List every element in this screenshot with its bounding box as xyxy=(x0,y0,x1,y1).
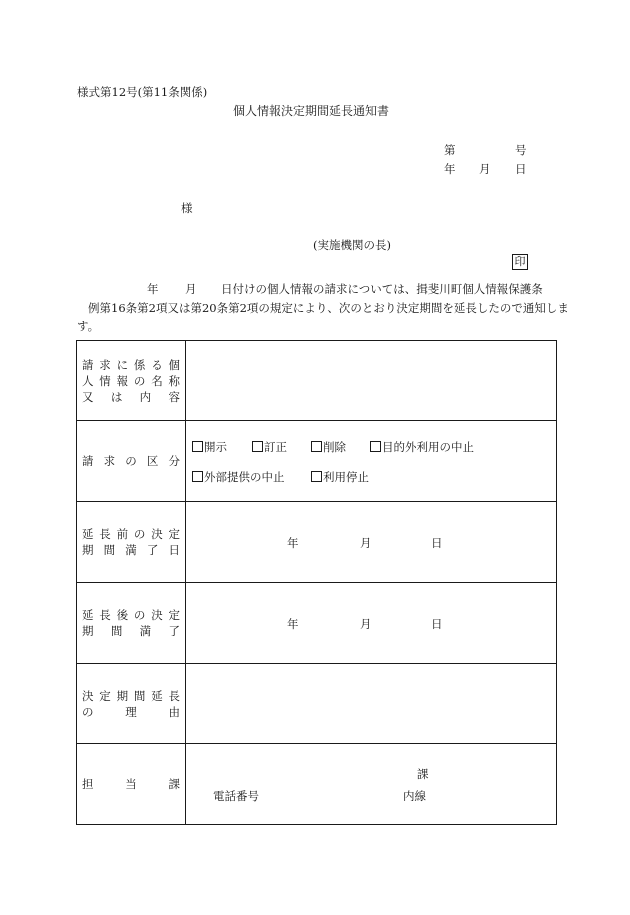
label-char: 延 xyxy=(151,688,163,703)
table-row-after-date xyxy=(77,583,557,664)
date-year-label: 年 xyxy=(287,617,299,631)
label-char: 容 xyxy=(168,389,180,404)
label-char: 長 xyxy=(99,608,111,622)
label-char: 延 xyxy=(82,608,94,622)
label-char: 間 xyxy=(110,624,123,638)
body-year: 年 xyxy=(147,282,159,296)
label-char: の xyxy=(82,704,94,719)
table-row-request-info xyxy=(77,341,557,421)
label-char: の xyxy=(125,454,137,468)
label-cell xyxy=(77,341,186,421)
body-text-line-2: 例第16条第2項又は第20条第2項の規定により、次のとおり決定期間を延長したので通知しま xyxy=(88,301,569,315)
issuer-title: (実施機関の長) xyxy=(313,238,391,252)
label-line xyxy=(82,704,180,720)
label-line xyxy=(82,623,180,639)
reason-field[interactable] xyxy=(186,664,557,744)
label-char: 間 xyxy=(133,688,146,703)
label-char: の xyxy=(133,373,146,388)
label-char: 由 xyxy=(168,704,180,719)
table-row-reason xyxy=(77,664,557,744)
label-char: 当 xyxy=(125,777,137,791)
after-date xyxy=(186,583,556,663)
label-char: 理 xyxy=(125,704,137,719)
label-char: の xyxy=(133,527,146,541)
label-char: 決 xyxy=(82,688,94,703)
label-char: 長 xyxy=(168,688,180,703)
phone-number-label: 電話番号 xyxy=(213,789,259,803)
label-char: 又 xyxy=(82,389,94,404)
label-char: 期 xyxy=(116,688,129,703)
label-char: 人 xyxy=(82,373,94,388)
table-row-before-date xyxy=(77,502,557,583)
label-char: 請 xyxy=(82,357,94,372)
label-line xyxy=(82,776,180,792)
label-char: 決 xyxy=(151,608,163,622)
label-char: に xyxy=(116,357,129,372)
label-char: 期 xyxy=(82,624,94,638)
seal-mark: 印 xyxy=(512,254,528,270)
request-type-option-label: 外部提供の中止 xyxy=(204,470,285,484)
contact-field[interactable] xyxy=(186,744,557,825)
extension-label: 内線 xyxy=(403,789,426,803)
label-char: る xyxy=(151,357,163,372)
request-type-option-label: 目的外利用の中止 xyxy=(382,440,474,454)
reason-label xyxy=(82,688,180,720)
label-line xyxy=(82,357,180,373)
request-info-field[interactable] xyxy=(186,341,557,421)
label-cell xyxy=(77,744,186,825)
request-type-option[interactable] xyxy=(370,439,474,455)
label-char: 分 xyxy=(168,454,180,468)
label-line xyxy=(82,688,180,704)
before-date xyxy=(186,502,556,582)
date-month-label: 月 xyxy=(360,536,372,550)
label-cell xyxy=(77,583,186,664)
request-type-option-label: 利用停止 xyxy=(323,470,369,484)
label-char: 長 xyxy=(99,527,111,541)
label-line xyxy=(82,389,180,405)
label-char: 決 xyxy=(151,527,163,541)
label-char: 了 xyxy=(146,543,159,557)
document-number-prefix: 第 xyxy=(444,143,456,157)
label-char: 情 xyxy=(99,373,111,388)
label-cell xyxy=(77,421,186,502)
label-char: 求 xyxy=(103,454,116,468)
label-char: 後 xyxy=(116,608,129,622)
issue-date-day: 日 xyxy=(515,162,527,176)
checkbox-icon[interactable] xyxy=(370,441,381,452)
label-cell xyxy=(77,502,186,583)
request-type-options xyxy=(186,421,556,501)
label-char: 係 xyxy=(133,357,146,372)
before-extension-label xyxy=(82,526,180,558)
label-char: は xyxy=(110,389,123,404)
label-line xyxy=(82,607,180,623)
label-char: 求 xyxy=(99,357,111,372)
notice-table xyxy=(76,340,557,825)
request-type-option[interactable] xyxy=(311,469,369,485)
label-char: 称 xyxy=(168,373,180,388)
label-char: 区 xyxy=(146,454,159,468)
label-char: 定 xyxy=(99,688,111,703)
label-line xyxy=(82,373,180,389)
label-char: 請 xyxy=(82,454,94,468)
label-char: 担 xyxy=(82,777,94,791)
contact-section-label xyxy=(82,776,180,792)
contact-info xyxy=(186,744,556,824)
checkbox-icon[interactable] xyxy=(311,441,322,452)
table-row-contact xyxy=(77,744,557,825)
label-line xyxy=(82,526,180,542)
checkbox-icon[interactable] xyxy=(311,471,322,482)
body-month: 月 xyxy=(185,282,197,296)
label-char: 日 xyxy=(168,543,180,557)
label-char: 定 xyxy=(168,527,180,541)
before-date-field[interactable] xyxy=(186,502,557,583)
label-cell xyxy=(77,664,186,744)
label-char: 名 xyxy=(151,373,163,388)
date-month-label: 月 xyxy=(360,617,372,631)
date-day-label: 日 xyxy=(431,536,443,550)
after-date-field[interactable] xyxy=(186,583,557,664)
table-row-request-type xyxy=(77,421,557,502)
label-char: 満 xyxy=(125,543,137,557)
request-type-option-label: 削除 xyxy=(323,440,346,454)
label-char: 報 xyxy=(116,373,129,388)
date-year-label: 年 xyxy=(287,536,299,550)
request-info-label xyxy=(82,357,180,405)
document-number-suffix: 号 xyxy=(515,143,527,157)
document-title: 個人情報決定期間延長通知書 xyxy=(233,104,390,118)
date-day-label: 日 xyxy=(431,617,443,631)
label-line xyxy=(82,453,180,469)
request-type-option-label: 開示 xyxy=(204,440,227,454)
section-suffix: 課 xyxy=(417,767,429,781)
checkbox-icon[interactable] xyxy=(192,471,203,482)
issue-date-year: 年 xyxy=(444,162,456,176)
issue-date-month: 月 xyxy=(479,162,491,176)
request-type-option[interactable] xyxy=(192,439,227,455)
request-type-field xyxy=(186,421,557,502)
label-char: 前 xyxy=(116,527,129,541)
after-extension-label xyxy=(82,607,180,639)
label-char: 了 xyxy=(168,624,180,638)
request-type-option-label: 訂正 xyxy=(264,440,287,454)
label-line xyxy=(82,542,180,558)
label-char: 定 xyxy=(168,608,180,622)
label-char: 間 xyxy=(103,543,116,557)
checkbox-icon[interactable] xyxy=(192,441,203,452)
label-char: 満 xyxy=(139,624,152,638)
label-char: 延 xyxy=(82,527,94,541)
label-char: 期 xyxy=(82,543,94,557)
label-char: 内 xyxy=(139,389,152,404)
request-type-option[interactable] xyxy=(192,469,285,485)
addressee-honorific: 様 xyxy=(181,201,193,215)
label-char: の xyxy=(133,608,146,622)
form-number-label: 様式第12号(第11条関係) xyxy=(77,85,208,99)
request-type-option[interactable] xyxy=(252,439,287,455)
body-text-line-3: す。 xyxy=(77,319,100,333)
label-char: 個 xyxy=(168,357,180,372)
request-type-option[interactable] xyxy=(311,439,346,455)
request-type-label xyxy=(82,453,180,469)
checkbox-icon[interactable] xyxy=(252,441,263,452)
label-char: 課 xyxy=(168,777,180,791)
body-text-line-1: 日付けの個人情報の請求については、揖斐川町個人情報保護条 xyxy=(221,282,543,296)
